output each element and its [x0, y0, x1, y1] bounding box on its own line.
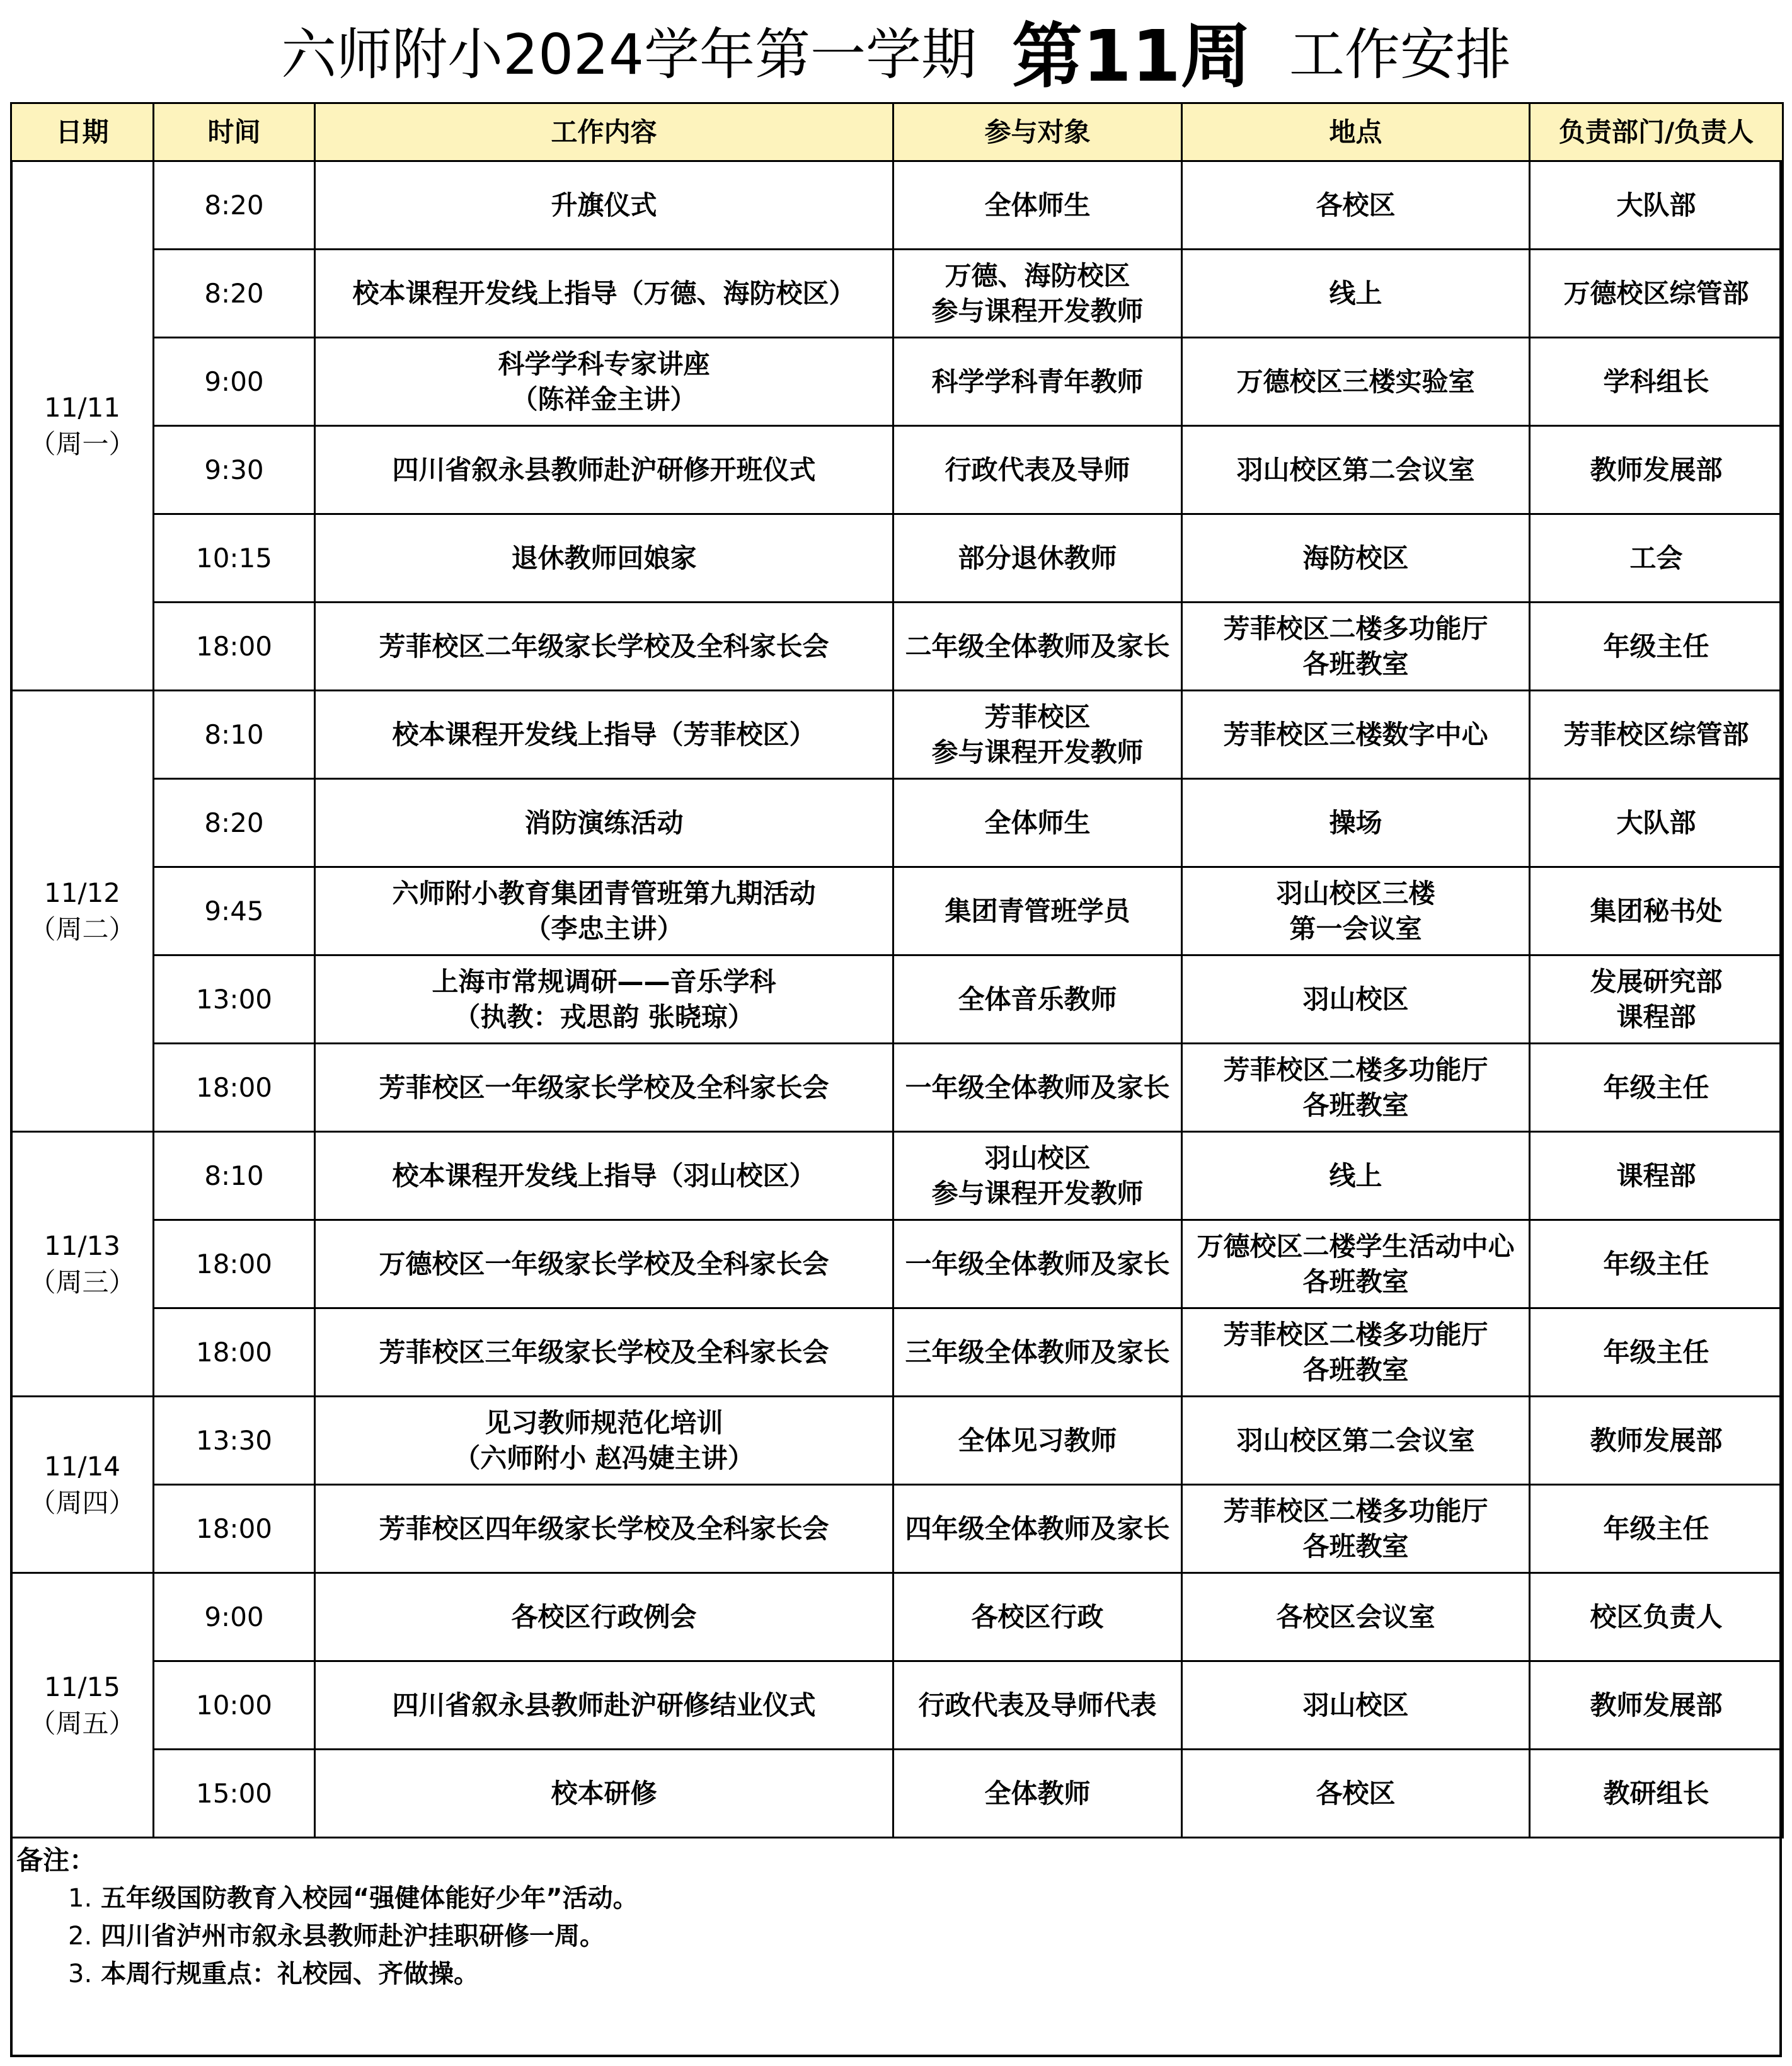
content-cell: 芳菲校区二年级家长学校及全科家长会 — [315, 603, 893, 691]
location-cell: 芳菲校区三楼数字中心 — [1182, 691, 1530, 779]
participants-cell: 羽山校区 参与课程开发教师 — [893, 1132, 1182, 1220]
participants-cell: 一年级全体教师及家长 — [893, 1220, 1182, 1308]
location-cell: 羽山校区第二会议室 — [1182, 426, 1530, 514]
content-cell: 上海市常规调研——音乐学科 （执教：戎思韵 张晓琼） — [315, 955, 893, 1044]
table-row — [11, 1308, 1783, 1397]
content-cell: 校本课程开发线上指导（万德、海防校区） — [315, 250, 893, 338]
table-row — [11, 338, 1783, 426]
header-location: 地点 — [1182, 103, 1530, 161]
location-cell: 羽山校区 — [1182, 1661, 1530, 1750]
table-row — [11, 250, 1783, 338]
content-cell: 芳菲校区三年级家长学校及全科家长会 — [315, 1308, 893, 1397]
table-row — [11, 1220, 1783, 1308]
table-row — [11, 779, 1783, 867]
header-row — [11, 103, 1783, 161]
table-row — [11, 1132, 1783, 1220]
schedule-body — [11, 161, 1783, 1838]
time-cell: 18:00 — [154, 603, 315, 691]
date-cell: 11/13 （周三） — [11, 1132, 154, 1397]
participants-cell: 四年级全体教师及家长 — [893, 1485, 1182, 1573]
header-time: 时间 — [154, 103, 315, 161]
date-cell: 11/12 （周二） — [11, 691, 154, 1132]
owner-cell: 学科组长 — [1530, 338, 1783, 426]
content-cell: 芳菲校区四年级家长学校及全科家长会 — [315, 1485, 893, 1573]
content-cell: 四川省叙永县教师赴沪研修结业仪式 — [315, 1661, 893, 1750]
content-cell: 升旗仪式 — [315, 161, 893, 250]
location-cell: 芳菲校区二楼多功能厅 各班教室 — [1182, 1044, 1530, 1132]
time-cell: 18:00 — [154, 1044, 315, 1132]
content-cell: 校本课程开发线上指导（羽山校区） — [315, 1132, 893, 1220]
location-cell: 各校区会议室 — [1182, 1573, 1530, 1661]
notes-list — [16, 1879, 1768, 1993]
participants-cell: 行政代表及导师代表 — [893, 1661, 1182, 1750]
header-date: 日期 — [11, 103, 154, 161]
page-title — [0, 0, 1792, 101]
table-row — [11, 1397, 1783, 1485]
participants-cell: 全体师生 — [893, 779, 1182, 867]
participants-cell: 全体教师 — [893, 1750, 1182, 1838]
location-cell: 羽山校区第二会议室 — [1182, 1397, 1530, 1485]
content-cell: 万德校区一年级家长学校及全科家长会 — [315, 1220, 893, 1308]
time-cell: 8:10 — [154, 691, 315, 779]
table-row — [11, 955, 1783, 1044]
owner-cell: 大队部 — [1530, 161, 1783, 250]
time-cell: 8:10 — [154, 1132, 315, 1220]
table-row — [11, 867, 1783, 955]
header-participants: 参与对象 — [893, 103, 1182, 161]
participants-cell: 科学学科青年教师 — [893, 338, 1182, 426]
content-cell: 四川省叙永县教师赴沪研修开班仪式 — [315, 426, 893, 514]
table-row — [11, 514, 1783, 603]
content-cell: 六师附小教育集团青管班第九期活动 （李忠主讲） — [315, 867, 893, 955]
participants-cell: 芳菲校区 参与课程开发教师 — [893, 691, 1182, 779]
location-cell: 线上 — [1182, 1132, 1530, 1220]
location-cell: 芳菲校区二楼多功能厅 各班教室 — [1182, 1308, 1530, 1397]
table-row — [11, 1750, 1783, 1838]
location-cell: 各校区 — [1182, 161, 1530, 250]
location-cell: 羽山校区三楼 第一会议室 — [1182, 867, 1530, 955]
participants-cell: 一年级全体教师及家长 — [893, 1044, 1182, 1132]
date-cell: 11/11 （周一） — [11, 161, 154, 691]
owner-cell: 年级主任 — [1530, 603, 1783, 691]
participants-cell: 三年级全体教师及家长 — [893, 1308, 1182, 1397]
owner-cell: 发展研究部 课程部 — [1530, 955, 1783, 1044]
participants-cell: 集团青管班学员 — [893, 867, 1182, 955]
table-row — [11, 1044, 1783, 1132]
location-cell: 万德校区三楼实验室 — [1182, 338, 1530, 426]
title-school-term: 六师附小2024学年第一学期 — [281, 22, 977, 87]
date-cell: 11/14 （周四） — [11, 1397, 154, 1573]
note-item — [16, 1955, 1768, 1993]
owner-cell: 教师发展部 — [1530, 426, 1783, 514]
time-cell: 9:00 — [154, 1573, 315, 1661]
owner-cell: 集团秘书处 — [1530, 867, 1783, 955]
participants-cell: 全体师生 — [893, 161, 1182, 250]
owner-cell: 课程部 — [1530, 1132, 1783, 1220]
content-cell: 校本课程开发线上指导（芳菲校区） — [315, 691, 893, 779]
owner-cell: 教师发展部 — [1530, 1397, 1783, 1485]
time-cell: 8:20 — [154, 250, 315, 338]
notes-title: 备注： — [16, 1845, 96, 1876]
header-content: 工作内容 — [315, 103, 893, 161]
owner-cell: 工会 — [1530, 514, 1783, 603]
table-row — [11, 691, 1783, 779]
header-owner: 负责部门/负责人 — [1530, 103, 1783, 161]
location-cell: 各校区 — [1182, 1750, 1530, 1838]
location-cell: 海防校区 — [1182, 514, 1530, 603]
participants-cell: 万德、海防校区 参与课程开发教师 — [893, 250, 1182, 338]
content-cell: 消防演练活动 — [315, 779, 893, 867]
title-suffix: 工作安排 — [1289, 22, 1511, 87]
date-cell: 11/15 （周五） — [11, 1573, 154, 1838]
location-cell: 芳菲校区二楼多功能厅 各班教室 — [1182, 603, 1530, 691]
owner-cell: 校区负责人 — [1530, 1573, 1783, 1661]
owner-cell: 大队部 — [1530, 779, 1783, 867]
participants-cell: 全体见习教师 — [893, 1397, 1182, 1485]
table-row — [11, 426, 1783, 514]
title-week: 第11周 — [1012, 15, 1251, 98]
time-cell: 9:45 — [154, 867, 315, 955]
table-row — [11, 161, 1783, 250]
note-text: 本周行规重点：礼校园、齐做操。 — [101, 1959, 479, 1988]
participants-cell: 全体音乐教师 — [893, 955, 1182, 1044]
table-row — [11, 1573, 1783, 1661]
content-cell: 见习教师规范化培训 （六师附小 赵冯婕主讲） — [315, 1397, 893, 1485]
content-cell: 芳菲校区一年级家长学校及全科家长会 — [315, 1044, 893, 1132]
table-row — [11, 603, 1783, 691]
note-text: 五年级国防教育入校园“强健体能好少年”活动。 — [101, 1884, 638, 1913]
note-number: 2. — [68, 1922, 93, 1951]
owner-cell: 芳菲校区综管部 — [1530, 691, 1783, 779]
note-item — [16, 1917, 1768, 1955]
table-row — [11, 1661, 1783, 1750]
owner-cell: 万德校区综管部 — [1530, 250, 1783, 338]
notes-section — [16, 1842, 1768, 1993]
time-cell: 8:20 — [154, 779, 315, 867]
note-text: 四川省泸州市叙永县教师赴沪挂职研修一周。 — [101, 1922, 605, 1951]
owner-cell: 教师发展部 — [1530, 1661, 1783, 1750]
content-cell: 各校区行政例会 — [315, 1573, 893, 1661]
location-cell: 芳菲校区二楼多功能厅 各班教室 — [1182, 1485, 1530, 1573]
note-item — [16, 1879, 1768, 1917]
location-cell: 线上 — [1182, 250, 1530, 338]
owner-cell: 教研组长 — [1530, 1750, 1783, 1838]
time-cell: 18:00 — [154, 1220, 315, 1308]
time-cell: 18:00 — [154, 1308, 315, 1397]
owner-cell: 年级主任 — [1530, 1220, 1783, 1308]
content-cell: 退休教师回娘家 — [315, 514, 893, 603]
participants-cell: 二年级全体教师及家长 — [893, 603, 1182, 691]
participants-cell: 部分退休教师 — [893, 514, 1182, 603]
time-cell: 9:00 — [154, 338, 315, 426]
note-number: 1. — [68, 1884, 93, 1913]
time-cell: 8:20 — [154, 161, 315, 250]
content-cell: 校本研修 — [315, 1750, 893, 1838]
time-cell: 10:00 — [154, 1661, 315, 1750]
time-cell: 13:30 — [154, 1397, 315, 1485]
content-cell: 科学学科专家讲座 （陈祥金主讲） — [315, 338, 893, 426]
schedule-table — [10, 102, 1784, 1838]
participants-cell: 行政代表及导师 — [893, 426, 1182, 514]
location-cell: 万德校区二楼学生活动中心 各班教室 — [1182, 1220, 1530, 1308]
owner-cell: 年级主任 — [1530, 1308, 1783, 1397]
owner-cell: 年级主任 — [1530, 1044, 1783, 1132]
note-number: 3. — [68, 1959, 93, 1988]
participants-cell: 各校区行政 — [893, 1573, 1182, 1661]
table-row — [11, 1485, 1783, 1573]
time-cell: 15:00 — [154, 1750, 315, 1838]
location-cell: 羽山校区 — [1182, 955, 1530, 1044]
time-cell: 10:15 — [154, 514, 315, 603]
location-cell: 操场 — [1182, 779, 1530, 867]
time-cell: 18:00 — [154, 1485, 315, 1573]
time-cell: 9:30 — [154, 426, 315, 514]
time-cell: 13:00 — [154, 955, 315, 1044]
owner-cell: 年级主任 — [1530, 1485, 1783, 1573]
